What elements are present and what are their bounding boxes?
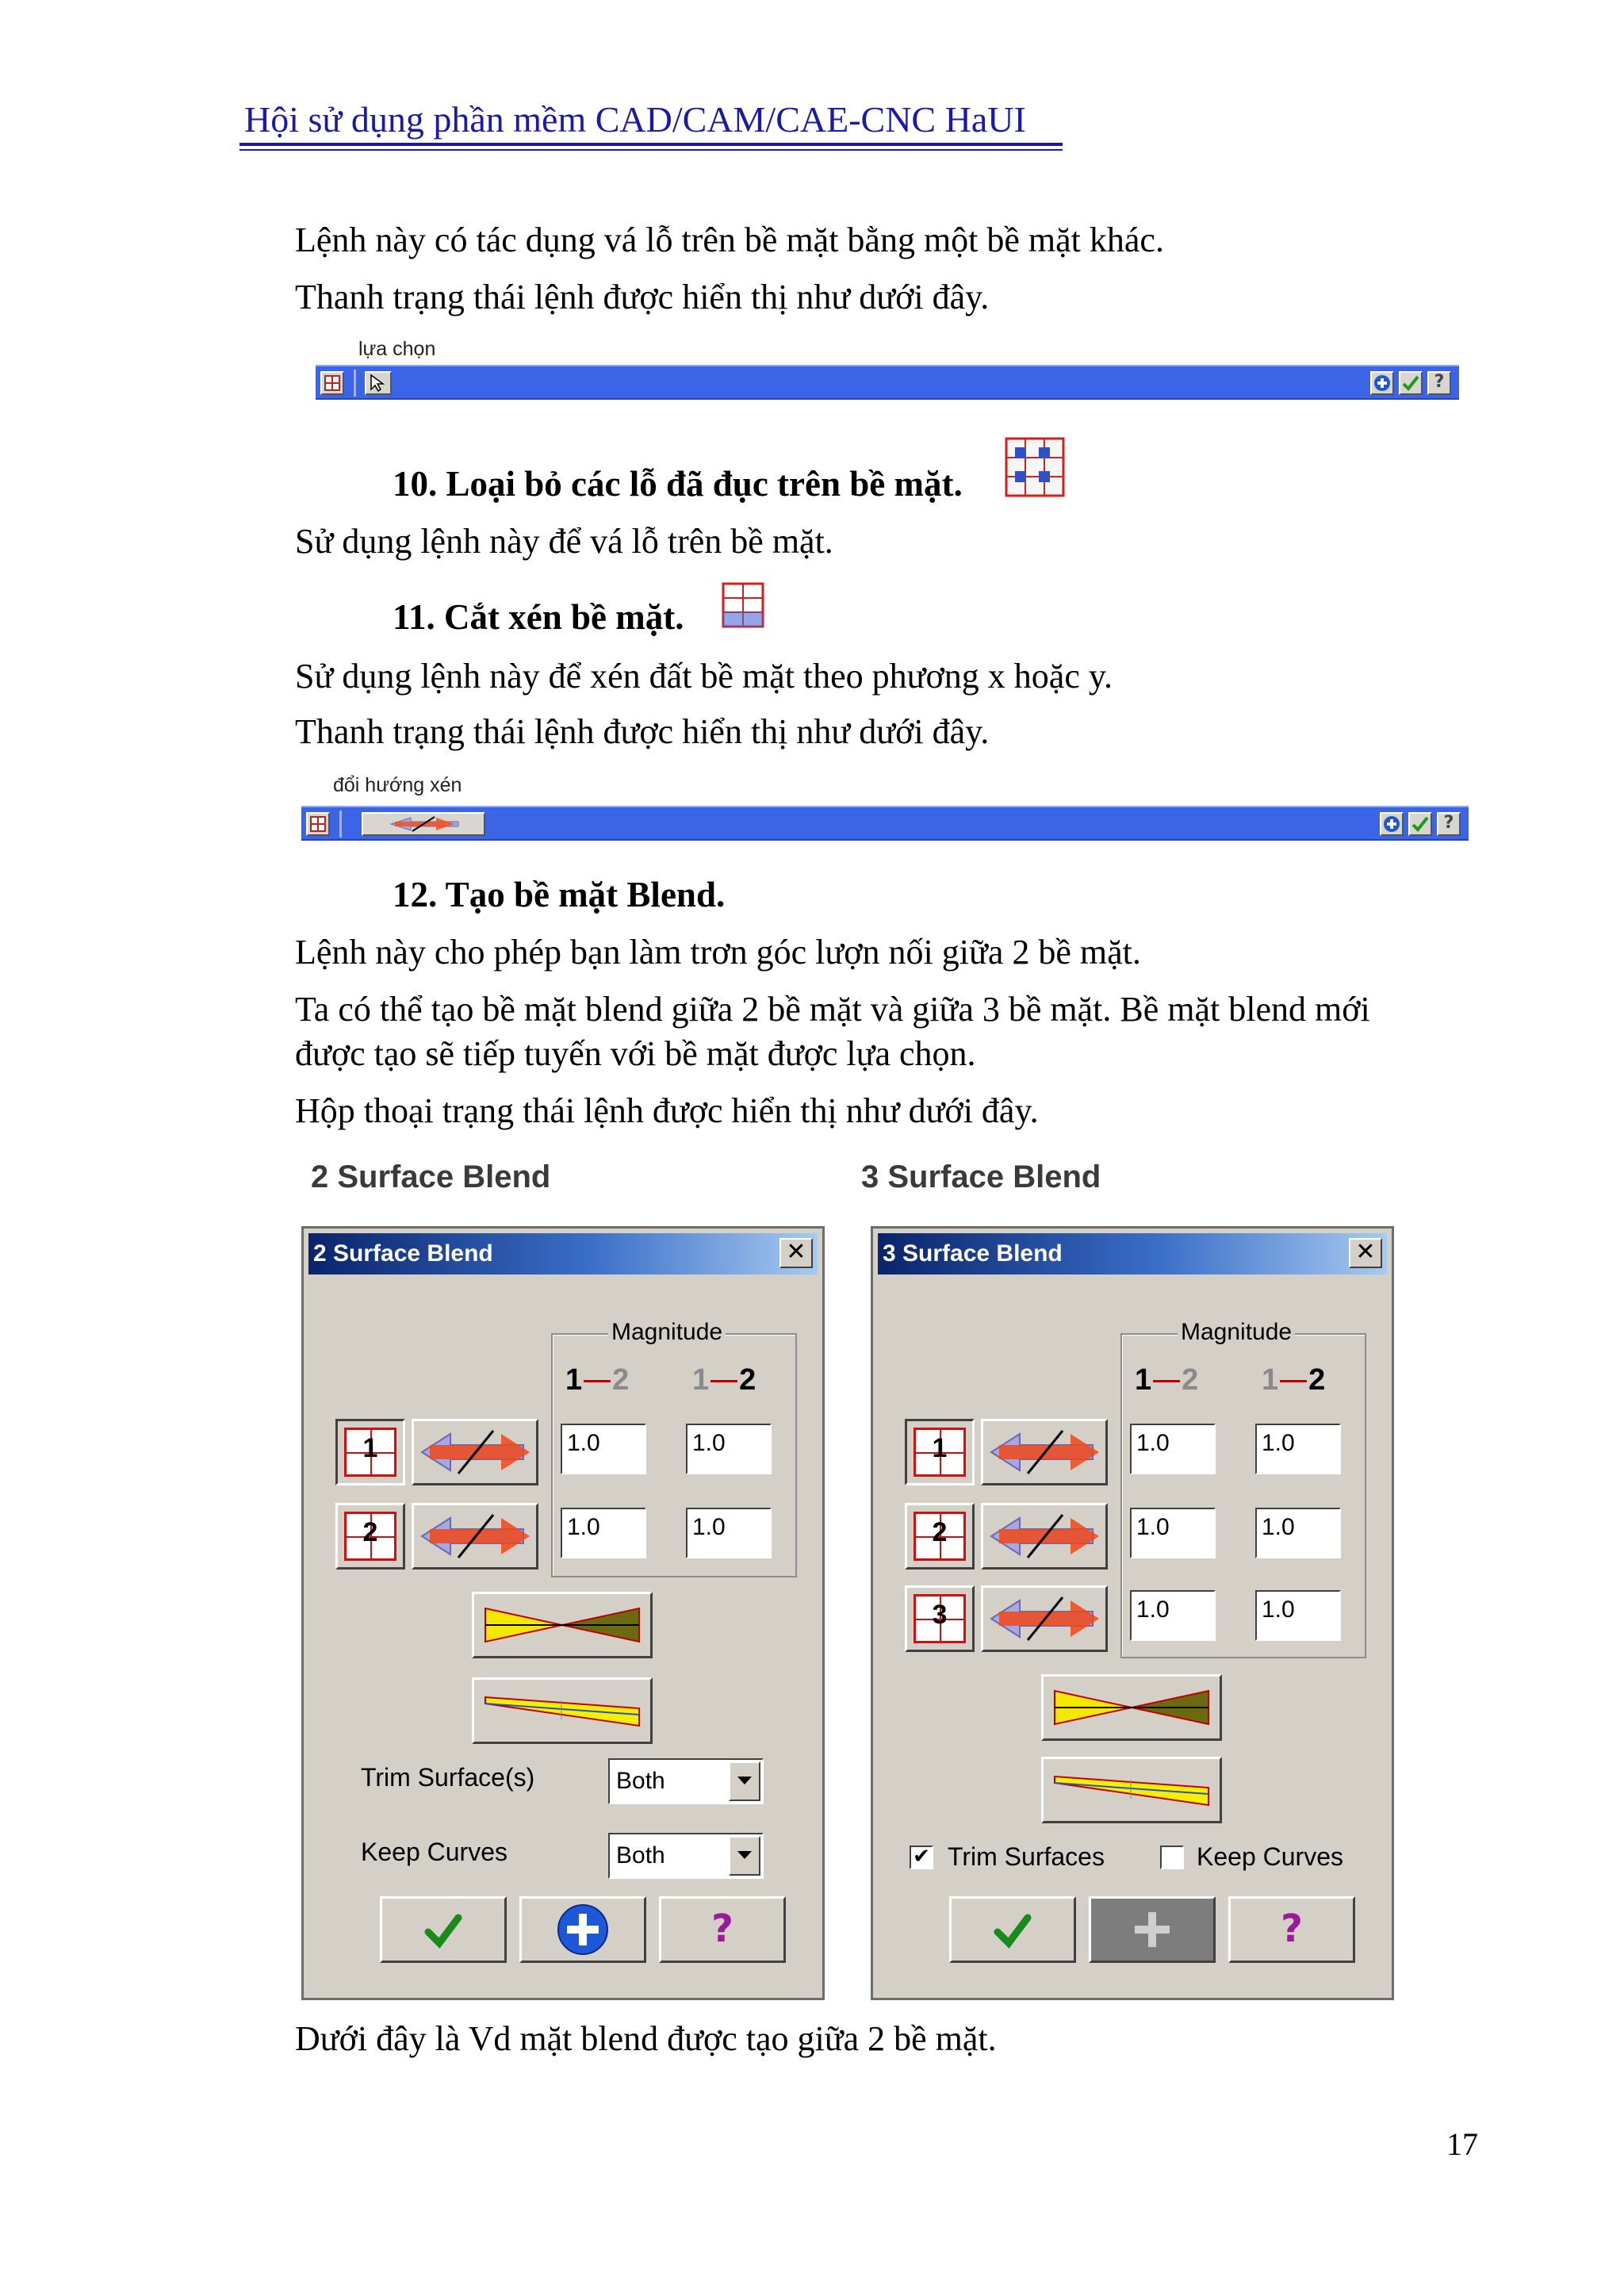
dialog-caption: 3 Surface Blend [861, 1159, 1101, 1194]
trim-surfaces-label: Trim Surfaces [948, 1842, 1105, 1871]
trim-surfaces-select[interactable] [608, 1758, 764, 1804]
paragraph: Sử dụng lệnh này để vá lỗ trên bề mặt. [295, 522, 833, 561]
magnitude-label: Magnitude [608, 1319, 726, 1346]
paragraph: Lệnh này có tác dụng vá lỗ trên bề mặt bằng một bề mặt khác. [295, 220, 1164, 259]
magnitude-2-field[interactable]: 1.0 [686, 1424, 772, 1474]
remove-holes-icon [1004, 436, 1066, 498]
plus-icon [1091, 1899, 1213, 1961]
flip-direction-1-button[interactable] [981, 1419, 1108, 1485]
flip-direction-3-button[interactable] [981, 1585, 1108, 1652]
statusbar-separator [339, 811, 342, 838]
trim-surfaces-value: Both [616, 1768, 665, 1794]
statusbar-caption: đổi hướng xén [333, 774, 462, 796]
magnitude-1-field[interactable]: 1.0 [1130, 1424, 1216, 1474]
flip-arrow-icon [414, 1421, 536, 1483]
command-statusbar [301, 806, 1469, 841]
check-icon[interactable] [1399, 371, 1423, 395]
magnitude-1-field[interactable]: 1.0 [561, 1508, 646, 1558]
magnitude-2-field[interactable]: 1.0 [1255, 1508, 1341, 1558]
direction-2-1-header: 1 2 [1262, 1363, 1326, 1397]
check-icon[interactable] [1408, 812, 1432, 836]
flip-arrow-icon [983, 1421, 1105, 1483]
keep-curves-label: Keep Curves [361, 1838, 508, 1866]
paragraph: Hộp thoại trạng thái lệnh được hiển thị như dưới đây. [295, 1091, 1039, 1130]
accept-button[interactable] [949, 1896, 1076, 1963]
surface-icon: 1 [914, 1428, 966, 1477]
paragraph: Thanh trạng thái lệnh được hiển thị như dưới đây. [295, 278, 990, 316]
apply-button[interactable] [519, 1896, 646, 1963]
direction-2-1-header: 1 2 [692, 1363, 756, 1397]
select-surface-1-button[interactable] [335, 1419, 405, 1485]
keep-curves-value: Both [616, 1842, 665, 1869]
surface-icon: 2 [344, 1512, 396, 1561]
section-heading: 10. Loại bỏ các lỗ đã đục trên bề mặt. [393, 464, 963, 504]
paragraph: Thanh trạng thái lệnh được hiển thị như dưới đây. [295, 712, 990, 751]
question-icon[interactable]: ? [1437, 812, 1461, 836]
flip-arrow-icon [983, 1505, 1105, 1567]
surface-icon: 3 [914, 1594, 966, 1643]
trim-surfaces-checkbox[interactable]: ✔ [910, 1846, 933, 1869]
blend-cross-icon [474, 1594, 650, 1656]
magnitude-label: Magnitude [1178, 1319, 1295, 1346]
direction-1-2-header: 1 2 [565, 1363, 630, 1397]
surface-icon: 1 [344, 1428, 396, 1477]
page-number: 17 [1446, 2126, 1478, 2162]
chevron-down-icon[interactable] [729, 1761, 760, 1801]
command-statusbar [316, 365, 1459, 400]
select-arrow-icon[interactable] [365, 371, 392, 395]
magnitude-1-field[interactable]: 1.0 [1130, 1508, 1216, 1558]
flip-arrow-icon [983, 1588, 1105, 1650]
three-surface-blend-dialog [871, 1226, 1394, 2000]
surface-icon: 2 [914, 1512, 966, 1561]
keep-curves-checkbox[interactable] [1160, 1846, 1184, 1869]
dialog-titlebar[interactable] [878, 1233, 1387, 1274]
paragraph: Sử dụng lệnh này để xén đất bề mặt theo phương x hoặc y. [295, 657, 1113, 696]
dialog-caption: 2 Surface Blend [311, 1159, 551, 1194]
direction-1-2-header: 1 2 [1135, 1363, 1199, 1397]
options-icon[interactable] [306, 812, 330, 836]
magnitude-1-field[interactable]: 1.0 [1130, 1590, 1216, 1641]
question-icon: ? [1281, 1907, 1303, 1951]
select-surface-2-button[interactable] [335, 1503, 405, 1570]
question-icon[interactable]: ? [1427, 371, 1451, 395]
flip-direction-2-button[interactable] [981, 1503, 1108, 1570]
blend-shape-taper-button[interactable] [472, 1677, 653, 1744]
keep-curves-label: Keep Curves [1197, 1842, 1343, 1871]
blend-shape-cross-button[interactable] [1041, 1674, 1222, 1741]
check-icon [952, 1899, 1074, 1961]
select-surface-1-button[interactable] [905, 1419, 975, 1485]
accept-button[interactable] [380, 1896, 507, 1963]
paragraph: Dưới đây là Vd mặt blend được tạo giữa 2 bề mặt. [295, 2019, 997, 2058]
help-button[interactable] [659, 1896, 786, 1963]
plus-icon [522, 1899, 644, 1961]
blend-taper-icon [474, 1680, 650, 1742]
apply-button[interactable] [1089, 1896, 1216, 1963]
statusbar-caption: lựa chọn [358, 338, 436, 360]
flip-direction-1-button[interactable] [412, 1419, 538, 1485]
blend-taper-icon [1044, 1759, 1220, 1821]
header-rule-thin [239, 149, 1063, 151]
blend-shape-cross-button[interactable] [472, 1592, 653, 1658]
plus-icon[interactable] [1380, 812, 1404, 836]
trim-surface-icon [722, 582, 764, 628]
dialog-title: 2 Surface Blend [313, 1240, 493, 1267]
options-icon[interactable] [320, 371, 344, 395]
section-heading: 11. Cắt xén bề mặt. [393, 597, 684, 637]
dialog-titlebar[interactable] [308, 1233, 818, 1274]
flip-arrow-icon [414, 1505, 536, 1567]
close-icon[interactable]: ✕ [779, 1238, 813, 1268]
check-icon [382, 1899, 504, 1961]
two-surface-blend-dialog [301, 1226, 825, 2000]
magnitude-2-field[interactable]: 1.0 [1255, 1590, 1341, 1641]
magnitude-2-field[interactable]: 1.0 [1255, 1424, 1341, 1474]
close-icon[interactable]: ✕ [1349, 1238, 1382, 1268]
flip-direction-2-button[interactable] [412, 1503, 538, 1570]
keep-curves-select[interactable] [608, 1833, 764, 1879]
select-surface-2-button[interactable] [905, 1503, 975, 1570]
page-header-title: Hội sử dụng phần mềm CAD/CAM/CAE-CNC HaUI [244, 99, 1026, 140]
question-icon: ? [711, 1907, 733, 1951]
paragraph: được tạo sẽ tiếp tuyến với bề mặt được lựa chọn. [295, 1034, 976, 1073]
select-surface-3-button[interactable] [905, 1585, 975, 1652]
magnitude-1-field[interactable]: 1.0 [561, 1424, 646, 1474]
trim-surfaces-label: Trim Surface(s) [361, 1763, 535, 1792]
dialog-title: 3 Surface Blend [883, 1240, 1063, 1267]
flip-direction-button[interactable] [362, 812, 485, 836]
paragraph: Ta có thể tạo bề mặt blend giữa 2 bề mặt và giữa 3 bề mặt. Bề mặt blend mới [295, 990, 1370, 1029]
paragraph: Lệnh này cho phép bạn làm trơn góc lượn nối giữa 2 bề mặt. [295, 933, 1141, 972]
plus-icon[interactable] [1370, 371, 1394, 395]
help-button[interactable] [1228, 1896, 1355, 1963]
section-heading: 12. Tạo bề mặt Blend. [393, 875, 726, 914]
blend-cross-icon [1044, 1677, 1220, 1738]
blend-shape-taper-button[interactable] [1041, 1757, 1222, 1823]
chevron-down-icon[interactable] [729, 1836, 760, 1876]
magnitude-2-field[interactable]: 1.0 [686, 1508, 772, 1558]
statusbar-separator [354, 370, 356, 397]
header-rule [239, 143, 1063, 146]
